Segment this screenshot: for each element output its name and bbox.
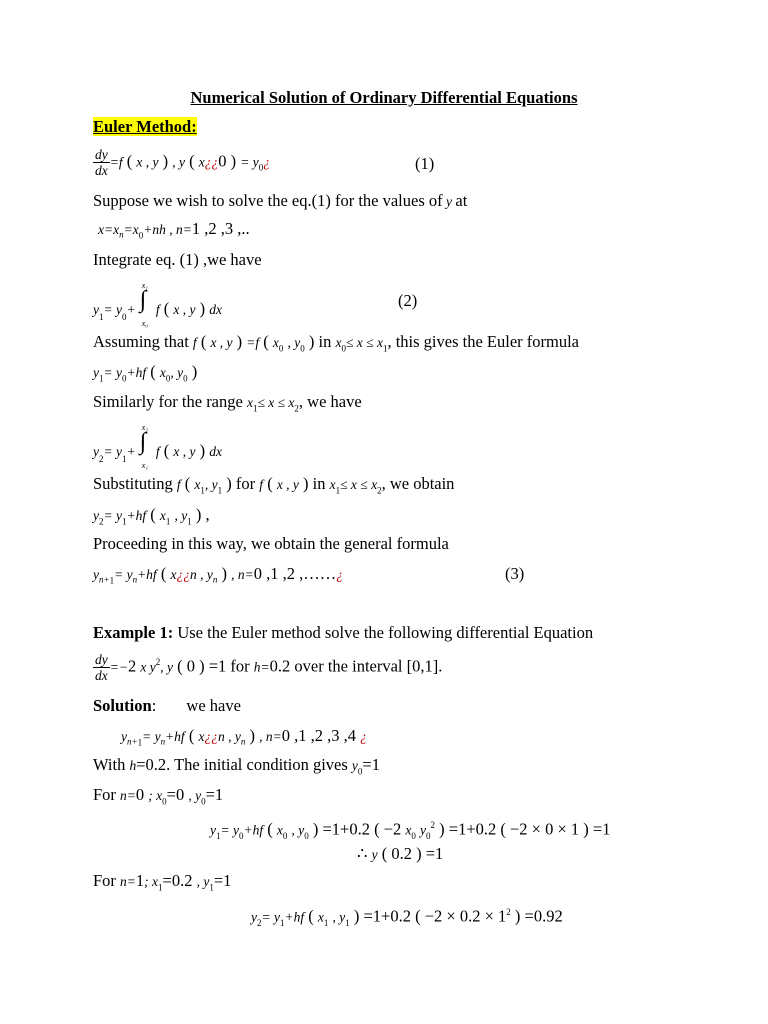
example-for-text: for — [230, 656, 250, 676]
suppose-line: Suppose we wish to solve the eq.(1) for the values of y at — [93, 191, 468, 210]
example-line — [93, 623, 593, 643]
solution-formula: $y_{n+1}= y_n+hf$ ( x¿¿n , $y_n$ ) , n=0 ,1 ,2 ,3 ,4 ¿ — [121, 726, 367, 748]
with-line: With h=0.2. The initial condition gives $y_0=1$ — [93, 755, 380, 777]
with-text-b: =0.2. The initial condition gives — [136, 755, 348, 774]
integrate-text: Integrate eq. (1) ,we have — [93, 250, 262, 269]
fraction-dy-dx: $\frac{dy}{dx}$ — [95, 652, 108, 684]
assuming-in-text: in — [318, 332, 332, 351]
substituting-line: Substituting f ( $x_1$, $y_1$ ) for f ( x , y ) in $x_1\le x \le x_2$, we obtain — [93, 474, 455, 496]
similarly-text: Similarly for the range — [93, 392, 243, 411]
euler-heading: Euler Method: — [93, 117, 197, 136]
for-n1-line: For n=1; $x_1=0.2$ , $y_1=1$ — [93, 871, 232, 893]
assuming-text-a: Assuming that — [93, 332, 189, 351]
integral-sign: x₂ ∫ x₁ — [139, 423, 149, 470]
solution-line — [93, 696, 241, 716]
equation-label-1: (1) — [415, 154, 435, 173]
page-title: Numerical Solution of Ordinary Differential Equations — [190, 88, 578, 107]
fraction-dy-dx: $\frac{dy}{dx}$ — [95, 147, 108, 178]
we-have-text: we have — [186, 696, 241, 715]
equation-label-3: (3) — [505, 564, 525, 583]
integral-sign: x₁ ∫ x₀ — [139, 281, 149, 328]
x-values-formula: $x=x_n=x_0+nh$ , n=1 ,2 ,3 ,.. — [98, 219, 250, 241]
similarly-line: Similarly for the range $x_1\le x \le x_2$, we have — [93, 392, 362, 414]
solution-label: Solution — [93, 696, 152, 715]
euler-formula-y2: $y_2= y_1+hf$ ( $x_1$ , $y_1$ ) , — [93, 505, 210, 527]
similarly-text-b: , we have — [298, 392, 362, 411]
for-word: For — [93, 785, 116, 804]
for-n0-line: For n=0 ; $x_0=0$ , $y_0=1$ — [93, 785, 224, 807]
example-label: Example 1: — [93, 623, 174, 642]
step-2-calculation: $y_2= y_1+hf$ ( $x_1$ , $y_1$ ) =1+0.2 ( $-2 \times 0.2 \times 1^2$ ) =0.92 — [251, 906, 563, 928]
subst-in-text: in — [312, 474, 326, 493]
equation-label-2: (2) — [398, 291, 418, 310]
subst-text-a: Substituting — [93, 474, 173, 493]
step-1-calculation: $y_1= y_0+hf$ ( $x_0$ , $y_0$ ) =1+0.2 ( −2 $x_0$ $y_0^2$ ) =1+0.2 ( −2 × 0 × 1 ) =1 — [210, 819, 611, 841]
equation-1: $\frac{dy}{dx}$ =f ( x , y ) , y ( x¿¿0 ) = $y_0¿$ — [95, 147, 270, 178]
comma: , — [205, 505, 210, 524]
subst-text-b: , we obtain — [381, 474, 455, 493]
assuming-text-b: , this gives the Euler formula — [387, 332, 579, 351]
equation-2: $_{y1= y0+}$ x₁ ∫ x₀ $_f$ ( $_{x , y}$ ) $_{dx}$ — [93, 281, 222, 328]
euler-heading-line — [93, 117, 197, 137]
example-equation: $\frac{dy}{dx}$ =−2 x $y^2$, y ( 0 ) =1 for h=0.2 over the interval [0,1]. — [95, 652, 443, 684]
solution-colon: : — [151, 696, 157, 715]
suppose-at-text: at — [455, 191, 468, 210]
assuming-line: Assuming that f ( x , y ) =f ( $x_0$ , $y_0$ ) in $x_0\le x \le x_1$, this gives the Euler formula — [93, 332, 579, 354]
suppose-text: Suppose we wish to solve the eq.(1) for the values of — [93, 191, 443, 210]
subst-for-text: for — [235, 474, 256, 493]
proceeding-text: Proceeding in this way, we obtain the general formula — [93, 534, 449, 553]
step-1-result: ∴ y ( 0.2 ) =1 — [357, 844, 444, 863]
example-text: Use the Euler method solve the following differential Equation — [177, 623, 594, 642]
example-interval-text: over the interval [0,1]. — [294, 656, 443, 676]
euler-formula-y1: $y_1= y_0+hf$ ( $x_0$, $y_0$ ) — [93, 362, 198, 384]
integral-y2: $_{y2= y1+}$ x₂ ∫ x₁ $_f$ ( $_{x , y}$ ) $_{dx}$ — [93, 423, 222, 470]
general-formula: $y_{n+1}= y_n+hf$ ( x¿¿n , $y_n$ ) , n=0 ,1 ,2 ,……¿ — [93, 564, 343, 586]
for-word: For — [93, 871, 116, 890]
with-text: With — [93, 755, 126, 774]
